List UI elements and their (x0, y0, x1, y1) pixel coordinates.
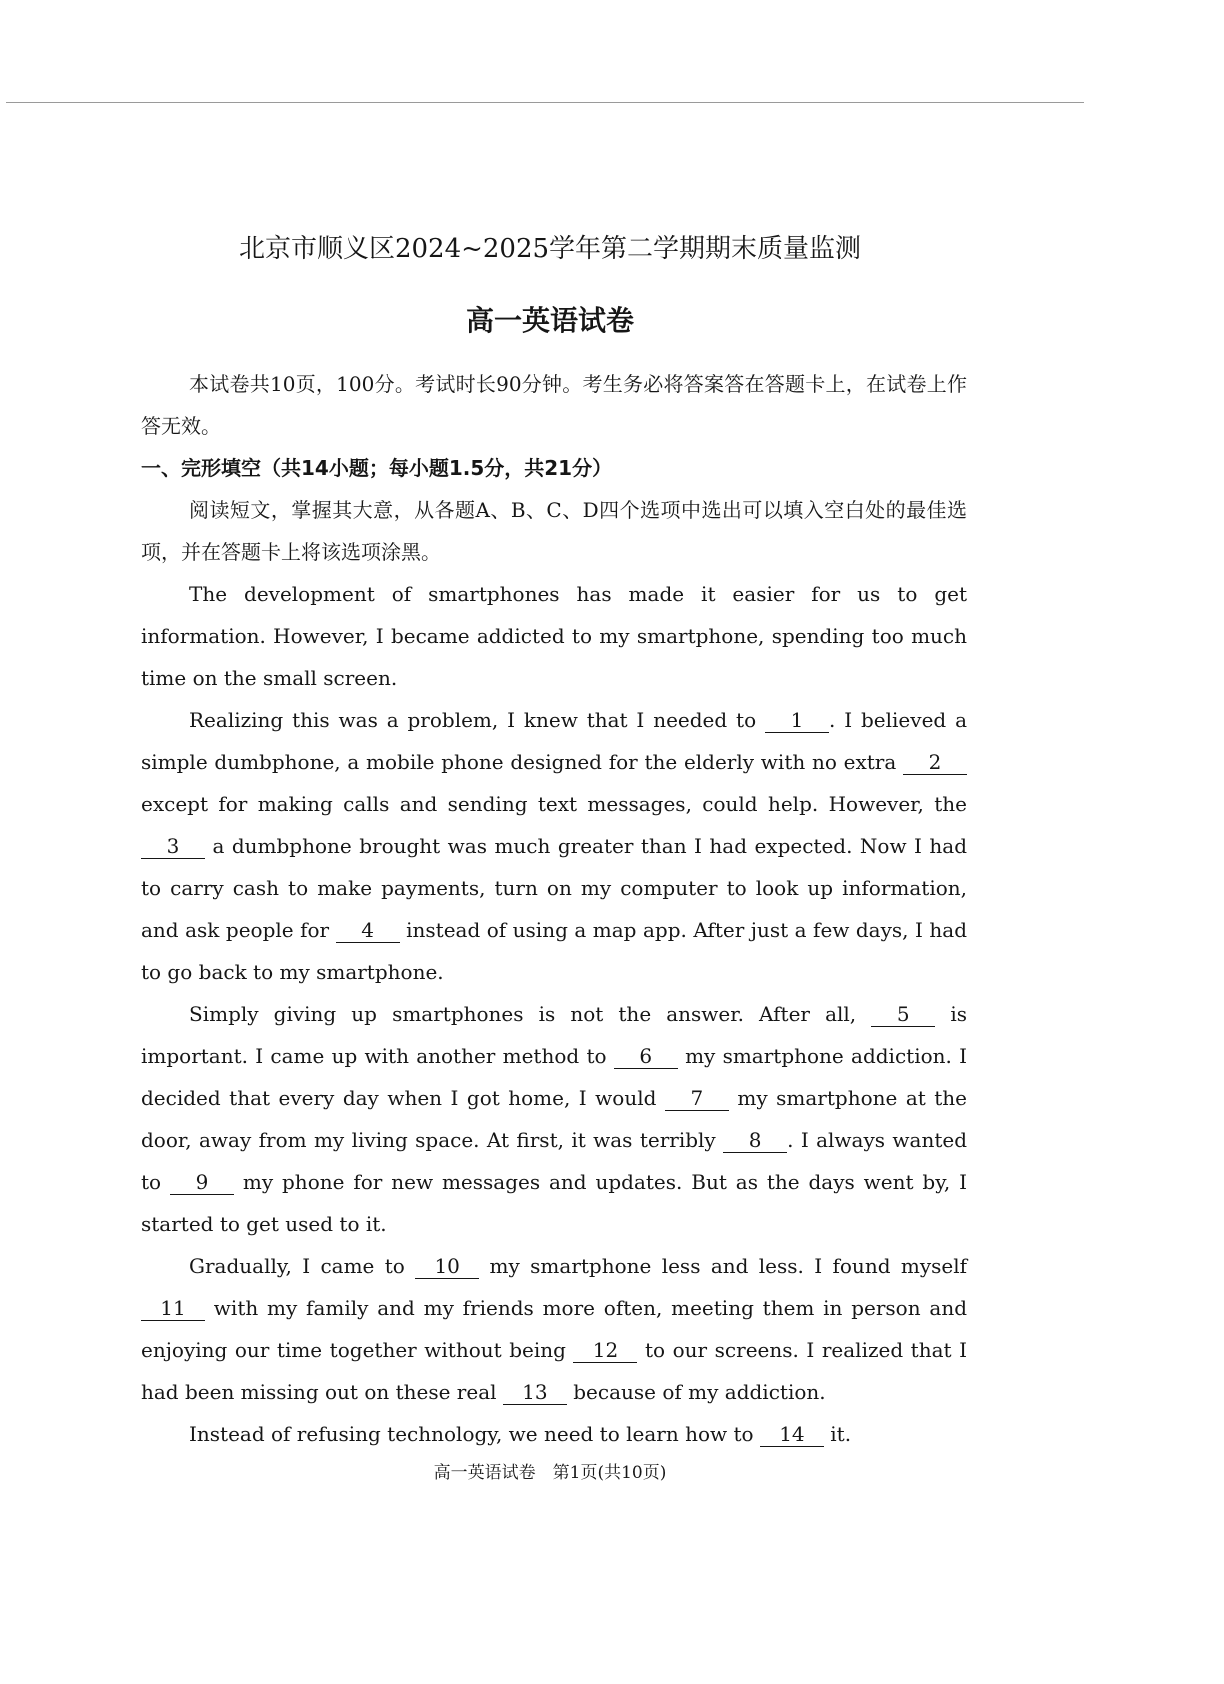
passage-text: . I always wanted to (141, 1128, 967, 1194)
passage-text: a dumbphone brought was much greater than I had expected. Now I had to carry cash to make payments, turn on my computer to look up information, and ask people for (141, 834, 967, 942)
passage-paragraph-4 (141, 1245, 967, 1413)
cloze-blank-10: 10 (415, 1254, 479, 1279)
passage-paragraph-1: The development of smartphones has made it easier for us to get information. However, I became addicted to my smartphone, spending too much time on the small screen. (141, 582, 967, 690)
exam-subtitle: 高一英语试卷 (465, 304, 634, 337)
passage-text: because of my addiction. (573, 1380, 826, 1404)
exam-title: 北京市顺义区2024~2025学年第二学期期末质量监测 (238, 234, 862, 264)
passage-text: except for making calls and sending text messages, could help. However, the (141, 792, 967, 816)
cloze-blank-7: 7 (665, 1086, 729, 1111)
passage-paragraph-3 (141, 993, 967, 1245)
cloze-blank-3: 3 (141, 834, 205, 859)
cloze-blank-2: 2 (903, 750, 967, 775)
passage-text: Instead of refusing technology, we need to learn how to (189, 1422, 754, 1446)
cloze-blank-8: 8 (723, 1128, 787, 1153)
passage-paragraph-2 (141, 699, 967, 993)
passage-text: it. (830, 1422, 852, 1446)
cloze-blank-9: 9 (170, 1170, 234, 1195)
cloze-blank-1: 1 (765, 708, 829, 733)
passage-text: my smartphone at the door, away from my living space. At first, it was terribly (141, 1086, 968, 1152)
exam-instructions: 本试卷共10页，100分。考试时长90分钟。考生务必将答案答在答题卡上，在试卷上作答无效。 (141, 372, 967, 438)
passage-text: my phone for new messages and updates. But as the days went by, I started to get used to it. (141, 1170, 968, 1236)
passage-text: is important. I came up with another method to (141, 1002, 968, 1068)
section-directions: 阅读短文，掌握其大意，从各题A、B、C、D四个选项中选出可以填入空白处的最佳选项，并在答题卡上将该选项涂黑。 (141, 498, 967, 564)
passage-text: with my family and my friends more often, meeting them in person and enjoying our time together without being (141, 1296, 967, 1362)
passage-text: Simply giving up smartphones is not the answer. After all, (189, 1002, 857, 1026)
cloze-blank-12: 12 (573, 1338, 637, 1363)
passage-text: instead of using a map app. After just a few days, I had to go back to my smartphone. (141, 918, 968, 984)
cloze-blank-11: 11 (141, 1296, 205, 1321)
cloze-blank-5: 5 (871, 1002, 935, 1027)
exam-content (141, 363, 967, 1455)
section-heading-cloze: 一、完形填空（共14小题；每小题1.5分，共21分） (141, 456, 613, 480)
passage-text: to our screens. I realized that I had been missing out on these real (141, 1338, 968, 1404)
page-footer: 高一英语试卷 第1页(共10页) (433, 1463, 667, 1483)
cloze-blank-6: 6 (614, 1044, 678, 1069)
passage-text: . I believed a simple dumbphone, a mobile phone designed for the elderly with no extra (141, 708, 967, 774)
passage-text: Gradually, I came to (189, 1254, 405, 1278)
passage-text: my smartphone less and less. I found myself (489, 1254, 968, 1278)
passage-text: my smartphone addiction. I decided that every day when I got home, I would (141, 1044, 968, 1110)
top-divider (6, 102, 1084, 103)
passage-paragraph-5 (141, 1413, 967, 1455)
cloze-blank-14: 14 (760, 1422, 824, 1447)
passage-text: Realizing this was a problem, I knew that I needed to (189, 708, 757, 732)
cloze-blank-13: 13 (503, 1380, 567, 1405)
cloze-blank-4: 4 (336, 918, 400, 943)
